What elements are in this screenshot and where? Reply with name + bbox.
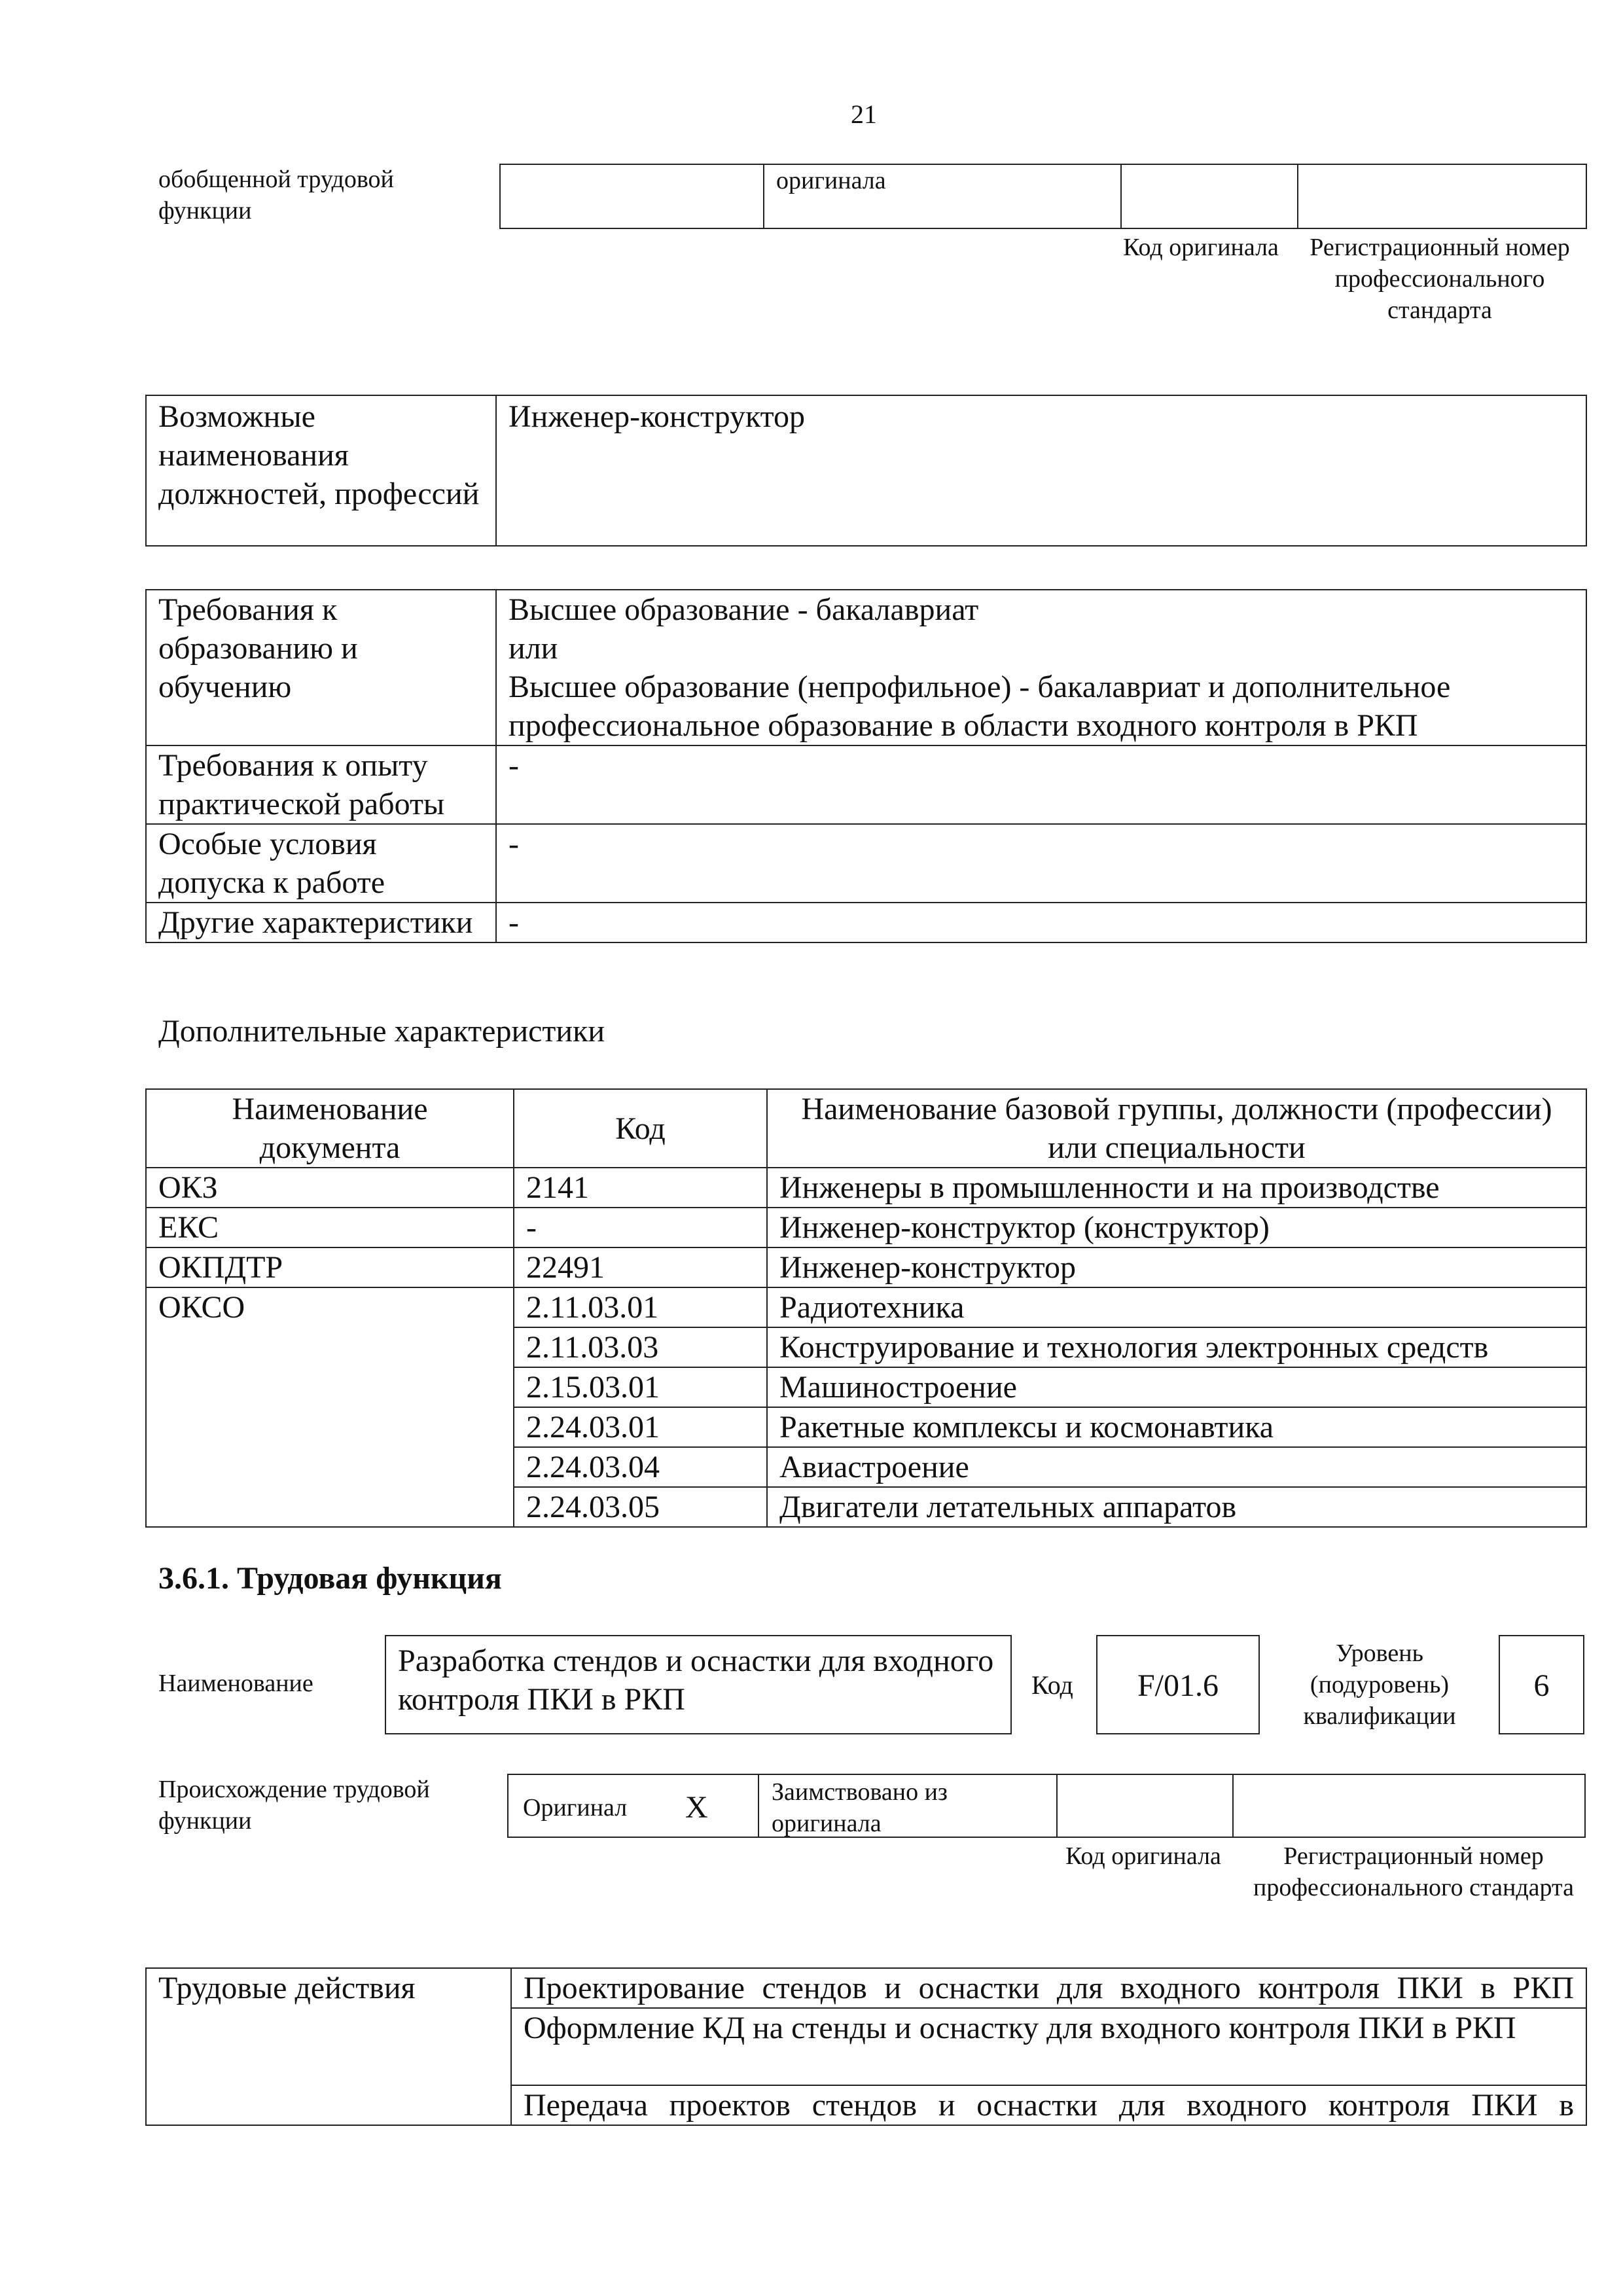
requirement-value xyxy=(496,590,1586,745)
requirements-row xyxy=(146,590,1586,745)
origin-code-caption: Код оригинала xyxy=(1065,1842,1221,1870)
cell-name: Инженеры в промышленности и на производстве xyxy=(767,1168,1586,1208)
positions-value: Инженер-конструктор xyxy=(496,395,1586,546)
requirement-value xyxy=(496,903,1586,942)
action-item: Передача проектов стендов и оснастки для входного контроля ПКИ в xyxy=(511,2085,1586,2125)
page-number: 21 xyxy=(851,99,877,129)
requirement-line: - xyxy=(508,748,519,783)
origin-divider xyxy=(1056,1775,1058,1838)
cell-code: 2.11.03.03 xyxy=(514,1327,767,1367)
code-label: Код xyxy=(1031,1670,1073,1700)
requirement-value xyxy=(496,824,1586,903)
positions-label: Возможные наименования должностей, профессий xyxy=(146,395,496,546)
requirement-value xyxy=(496,745,1586,824)
top-origin-code-caption: Код оригинала xyxy=(1123,234,1279,261)
cell-code: 2.24.03.01 xyxy=(514,1407,767,1447)
action-item: Проектирование стендов и оснастки для входного контроля ПКИ в РКП xyxy=(511,1968,1586,2008)
cell-code: 2.15.03.01 xyxy=(514,1367,767,1407)
cell-code: 22491 xyxy=(514,1247,767,1287)
top-origin-cell-code xyxy=(1121,164,1298,228)
function-code-value: F/01.6 xyxy=(1096,1635,1260,1734)
cell-name: Авиастроение xyxy=(767,1447,1586,1487)
origin-divider xyxy=(758,1775,759,1838)
top-origin-table xyxy=(499,164,1587,229)
cell-doc: ОКЗ xyxy=(146,1168,514,1208)
cell-name: Машиностроение xyxy=(767,1367,1586,1407)
top-origin-cell-empty xyxy=(500,164,764,228)
cell-name: Инженер-конструктор xyxy=(767,1247,1586,1287)
actions-table xyxy=(145,1967,1587,2126)
requirement-line: или xyxy=(508,631,558,666)
requirement-line: Высшее образование - бакалавриат xyxy=(508,592,979,627)
qualification-level-value: 6 xyxy=(1499,1635,1584,1734)
requirements-table xyxy=(145,589,1587,943)
actions-label: Трудовые действия xyxy=(146,1968,511,2125)
origin-table xyxy=(507,1774,1586,1838)
cell-name: Ракетные комплексы и космонавтика xyxy=(767,1407,1586,1447)
cell-code: 2.24.03.05 xyxy=(514,1487,767,1527)
function-name-value: Разработка стендов и оснастки для входного контроля ПКИ в РКП xyxy=(385,1635,1012,1734)
origin-reg-caption: Регистрационный номер профессионального стандарта xyxy=(1253,1842,1574,1901)
origin-borrowed: Заимствовано из оригинала xyxy=(772,1778,948,1837)
top-origin-label: обобщенной трудовой функции xyxy=(158,166,394,224)
positions-table xyxy=(145,395,1587,547)
requirements-row xyxy=(146,824,1586,903)
requirement-label: Требования к образованию и обучению xyxy=(146,590,496,745)
cell-name: Инженер-конструктор (конструктор) xyxy=(767,1208,1586,1247)
requirement-label: Особые условия допуска к работе xyxy=(146,824,496,903)
origin-divider xyxy=(1232,1775,1234,1838)
requirement-line: - xyxy=(508,827,519,861)
cell-name: Конструирование и технология электронных средств xyxy=(767,1327,1586,1367)
cell-doc: ЕКС xyxy=(146,1208,514,1247)
requirement-line: Высшее образование (непрофильное) - бакалавриат и дополнительное xyxy=(508,670,1451,704)
additional-header-code: Код xyxy=(514,1089,767,1168)
requirement-line: - xyxy=(508,905,519,940)
requirement-label: Другие характеристики xyxy=(146,903,496,942)
action-item-text: Оформление КД на стенды и оснастку для входного контроля ПКИ в РКП xyxy=(524,2011,1516,2045)
section-heading: 3.6.1. Трудовая функция xyxy=(158,1561,502,1596)
additional-header-name: Наименование базовой группы, должности (профессии) или специальности xyxy=(767,1089,1586,1168)
top-origin-cell-borrowed: оригинала xyxy=(764,164,1121,228)
requirements-row xyxy=(146,903,1586,942)
cell-code: 2.11.03.01 xyxy=(514,1287,767,1327)
cell-code: 2141 xyxy=(514,1168,767,1208)
name-label: Наименование xyxy=(158,1670,313,1697)
origin-label: Происхождение трудовой функции xyxy=(158,1776,430,1835)
origin-original: Оригинал xyxy=(523,1794,628,1821)
action-item xyxy=(511,2008,1586,2085)
requirements-row xyxy=(146,745,1586,824)
additional-table xyxy=(145,1088,1587,1528)
cell-doc: ОКПДТР xyxy=(146,1247,514,1287)
table-row xyxy=(146,1247,1586,1287)
additional-heading: Дополнительные характеристики xyxy=(158,1014,605,1049)
level-label: Уровень (подуровень) квалификации xyxy=(1303,1640,1456,1730)
top-origin-cell-reg xyxy=(1298,164,1586,228)
cell-doc: ОКСО xyxy=(146,1287,514,1527)
cell-name: Радиотехника xyxy=(767,1287,1586,1327)
additional-header-doc: Наименование документа xyxy=(146,1089,514,1168)
cell-code: 2.24.03.04 xyxy=(514,1447,767,1487)
requirement-label: Требования к опыту практической работы xyxy=(146,745,496,824)
requirement-line: профессиональное образование в области входного контроля в РКП xyxy=(508,708,1418,743)
table-row xyxy=(146,1208,1586,1247)
table-row xyxy=(146,1287,1586,1327)
origin-mark: X xyxy=(685,1790,708,1825)
top-origin-reg-caption: Регистрационный номер профессионального стандарта xyxy=(1310,234,1570,324)
cell-code: - xyxy=(514,1208,767,1247)
cell-name: Двигатели летательных аппаратов xyxy=(767,1487,1586,1527)
table-row xyxy=(146,1168,1586,1208)
